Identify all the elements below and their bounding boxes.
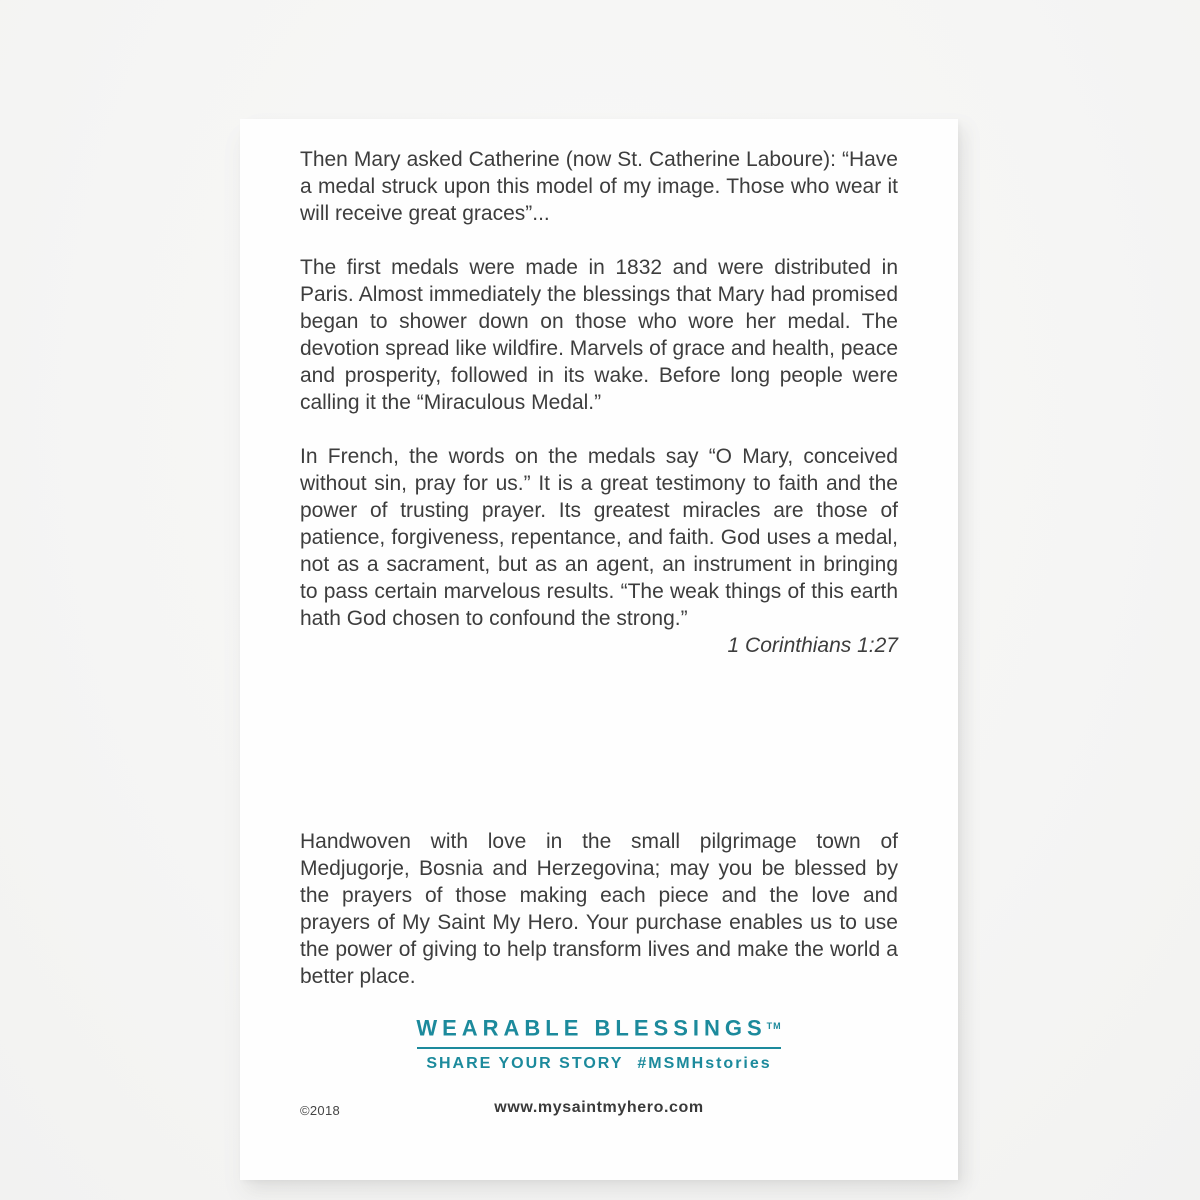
paragraph-medal-history: The first medals were made in 1832 and were distributed in Paris. Almost immediately the blessings that Mary had promised began to shower down on those who wore her medal. The devotion spread like wildfire. Marvels of grace and health, peace and prosperity, followed in its wake. Before long people were calling it the “Miraculous Medal.”	[300, 256, 898, 414]
card-footer	[300, 1099, 898, 1117]
trademark-symbol: TM	[766, 1021, 782, 1031]
scripture-citation: 1 Corinthians 1:27	[727, 634, 898, 657]
tagline-hashtag: #MSMHstories	[637, 1055, 772, 1073]
blank-space	[300, 659, 898, 828]
brand-block	[300, 1014, 898, 1073]
website-url: www.mysaintmyhero.com	[494, 1099, 704, 1117]
paragraph-handwoven-note: Handwoven with love in the small pilgrimage town of Medjugorje, Bosnia and Herzegovina; may you be blessed by the prayers of those making each piece and the love and prayers of My Saint My Hero. Your purchase enables us to use the power of giving to help transform lives and make the world a better place.	[300, 830, 898, 988]
tagline-share-your-story: SHARE YOUR STORY	[426, 1055, 624, 1073]
brand-tagline	[300, 1055, 898, 1073]
paragraph-french-inscription: In French, the words on the medals say “O Mary, conceived without sin, pray for us.” It is a great testimony to faith and the power of trusting prayer. Its greatest miracles are those of patience, forgiveness, repentance, and faith. God uses a medal, not as a sacrament, but as an agent, an instrument in bringing to pass certain marvelous results. “The weak things of this earth hath God chosen to confound the strong.”	[300, 445, 898, 630]
card-back	[240, 119, 958, 1180]
paragraph-catherine-quote: Then Mary asked Catherine (now St. Catherine Laboure): “Have a medal struck upon this model of my image. Those who wear it will receive great graces”...	[300, 148, 898, 225]
card-text-column	[300, 146, 898, 1117]
brand-divider-line	[417, 1047, 781, 1049]
brand-title-row	[300, 1014, 898, 1043]
copyright-text: ©2018	[300, 1103, 340, 1119]
brand-title: WEARABLE BLESSINGS	[416, 1015, 767, 1041]
